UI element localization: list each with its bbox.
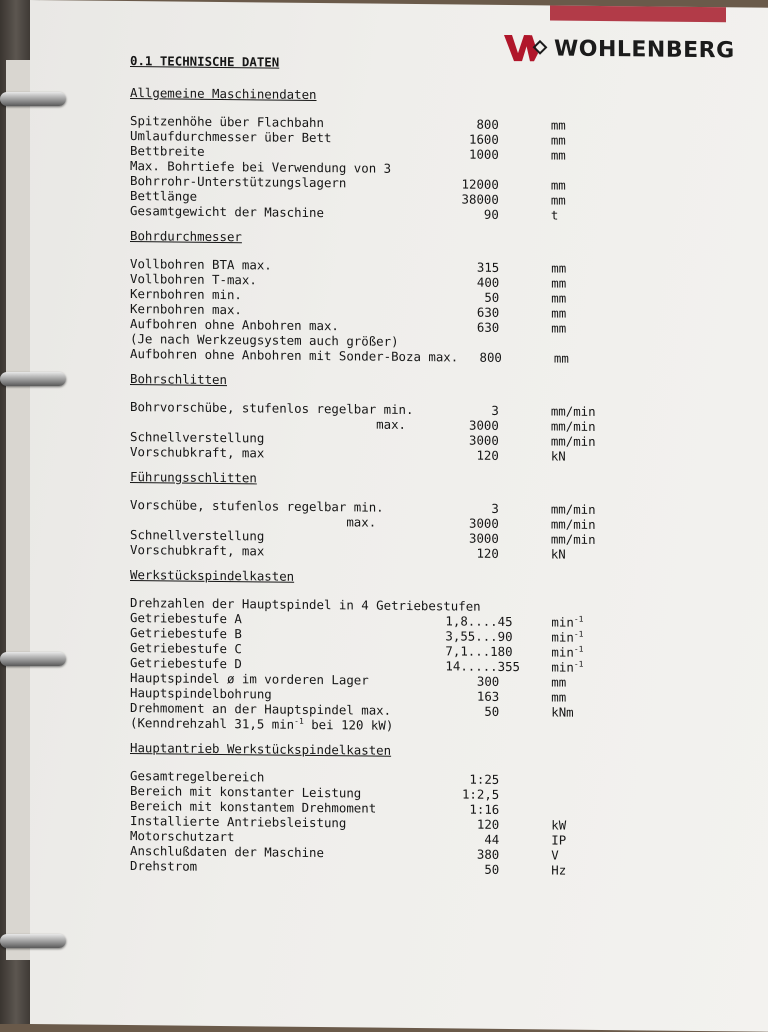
spec-label: Spitzenhöhe über Flachbahn [130,113,324,131]
section-heading: Führungsschlitten [130,469,257,486]
spec-unit: mm [551,260,567,276]
section-heading: Allgemeine Maschinendaten [130,85,317,103]
spec-value: 1600 [469,131,499,147]
spec-unit: mm/min [550,433,596,449]
spec-label: Hauptspindel ø im vorderen Lager [130,670,369,688]
spec-value: 1:2,5 [461,786,500,802]
spec-unit [499,772,650,789]
spec-value: 90 [483,206,499,222]
spec-unit: mm [550,132,566,148]
spindle-note: (Kenndrehzahl 31,5 $\min^{-1}$ bei 120 kW) [130,715,394,733]
spec-value: 1:25 [469,771,500,787]
binder-ring [0,372,66,386]
spindle-intro: Drehzahlen der Hauptspindel in 4 Getriebestufen [130,595,481,614]
spec-value: 1,8....45 [445,613,513,630]
section-heading: Bohrschlitten [130,371,227,388]
binder-ring [0,934,66,948]
section-heading: Hauptantrieb Werkstückspindelkasten [130,740,392,758]
spec-label: Anschlußdaten der Maschine [130,843,324,861]
spec-value: 3 [491,500,499,516]
spec-unit: mm [551,320,567,336]
spec-value: 120 [476,816,500,832]
spec-value: 7,1...180 [445,643,513,660]
spec-label: Getriebestufe A [130,610,242,627]
spec-unit [499,802,650,819]
spec-label: Gesamtgewicht der Maschine [130,203,324,221]
spec-unit: mm [551,305,567,321]
spec-label: Umlaufdurchmesser über Bett [130,128,332,146]
spec-value: 1:16 [469,801,500,817]
spec-label: Bettlänge [130,188,198,204]
spec-unit [499,335,650,352]
spec-value: 800 [479,349,502,365]
spec-value: 163 [476,688,500,704]
spec-value: 3 [491,402,499,418]
spec-label: Aufbohren ohne Anbohren mit Sonder-Boza max. [130,346,459,365]
spec-label: Getriebestufe D [130,655,242,672]
binder-ring [0,92,66,106]
spec-unit: $\min^{-1}$ [551,614,584,630]
spec-label: Bohrrohr-Unterstützungslagern [130,173,347,191]
spec-unit: mm [550,117,566,133]
spec-label: Vollbohren BTA max. [130,256,272,273]
spec-unit: mm [551,689,567,705]
spec-label: Kernbohren max. [130,301,242,318]
section-heading: Bohrdurchmesser [130,228,242,245]
spec-value: 300 [476,673,500,689]
spec-unit: mm/min [550,403,596,419]
section-hauptantrieb [130,740,650,878]
spec-value: 630 [476,319,500,335]
spec-unit: Hz [551,862,567,878]
spec-label: Bereich mit konstantem Drehmoment [130,798,377,816]
spec-unit: kW [551,817,567,833]
spec-value: 3000 [469,530,499,546]
spec-unit: kN [550,448,566,464]
spec-label: Vorschübe, stufenlos regelbar min. [130,497,384,515]
spec-value: 12000 [461,176,499,192]
spec-unit: mm [551,290,567,306]
spec-unit: mm/min [550,531,596,547]
spec-unit: kN [550,546,566,562]
spec-value: 120 [476,447,499,463]
spec-label: max. [130,414,407,432]
spec-value [457,161,499,176]
spec-label: Vorschubkraft, max [130,444,265,461]
spec-unit: mm [550,192,566,208]
spec-value: 3000 [469,417,499,433]
spec-value: 50 [484,289,500,305]
spec-label: (Je nach Werkzeugsystem auch größer) [130,331,399,349]
spec-unit: $\min^{-1}$ [551,644,584,660]
spec-unit [499,787,650,804]
spec-unit: V [551,847,559,863]
tech-data-content [130,53,650,888]
brand-name: WOHLENBERG [554,35,735,63]
document-title: 0.1 TECHNISCHE DATEN [130,53,280,70]
spec-value: 3,55...90 [445,628,513,645]
spec-label: Schnellverstellung [130,527,265,544]
spec-unit: mm [551,275,567,291]
spec-value: 38000 [461,191,499,207]
section-allgemein [130,85,650,223]
spec-value: 50 [484,861,500,877]
spec-value: 44 [484,831,500,847]
spec-value: 800 [476,116,499,132]
spec-label: Hauptspindelbohrung [130,685,272,702]
spec-value: 400 [476,274,500,290]
spec-value: 630 [476,304,500,320]
spec-unit: mm [550,177,566,193]
spec-unit: $\min^{-1}$ [551,629,584,645]
spec-unit: t [550,207,559,223]
spec-label: Drehmoment an der Hauptspindel max. [130,700,392,718]
spec-unit: kNm [551,704,574,720]
spec-label: Bereich mit konstanter Leistung [130,783,362,801]
spec-value: 14.....355 [445,658,521,675]
spec-unit: mm/min [550,501,596,517]
section-heading: Werkstückspindelkasten [130,567,295,584]
spec-label: Bettbreite [130,143,205,159]
spec-label: Max. Bohrtiefe bei Verwendung von 3 [130,158,392,176]
spec-value [446,334,499,350]
spec-label: Getriebestufe B [130,625,242,642]
spec-label: Vollbohren T-max. [130,271,257,288]
spec-value: 120 [476,545,499,561]
spec-label: Aufbohren ohne Anbohren max. [130,316,339,334]
spec-unit: $\min^{-1}$ [551,659,584,675]
section-bohrdurchmesser [130,228,650,366]
spec-unit: mm/min [550,516,596,532]
document-page [30,0,768,1032]
spec-label: Vorschubkraft, max [130,542,265,559]
spec-label: Installierte Antriebsleistung [130,813,347,831]
spec-label: Kernbohren min. [130,286,242,303]
spec-unit: IP [551,832,567,848]
spec-value: 380 [476,846,500,862]
spec-value: 3000 [469,515,499,531]
red-index-tab [550,5,726,22]
spec-value: 315 [476,259,500,275]
section-spindelkasten [130,567,650,735]
spec-unit: mm/min [550,418,596,434]
spec-label: Bohrvorschübe, stufenlos regelbar min. [130,399,414,418]
spec-label: Motorschutzart [130,828,235,845]
spec-unit: mm [553,350,569,366]
binder-ring [0,652,66,666]
spec-value: 50 [484,703,500,719]
spec-value: 3000 [469,432,499,448]
spec-label: Gesamtregelbereich [130,768,265,785]
spec-label: Getriebestufe C [130,640,242,657]
section-bohrschlitten [130,371,650,464]
spec-label: max. [130,512,377,530]
spec-unit [499,162,650,179]
spec-label: Drehstrom [130,858,198,874]
section-fuehrungsschlitten [130,469,650,562]
spec-label: Schnellverstellung [130,429,265,446]
spec-unit: mm [550,147,566,163]
spec-unit: mm [551,674,567,690]
spec-value: 1000 [469,146,499,162]
